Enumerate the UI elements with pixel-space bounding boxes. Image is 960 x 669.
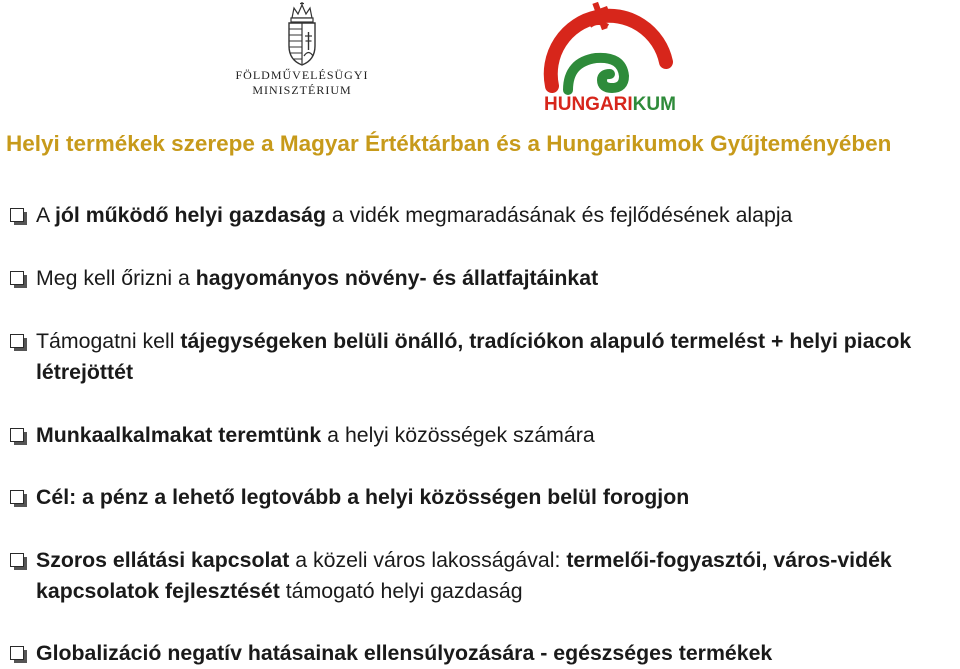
bullet-text bbox=[36, 200, 940, 231]
bullet-text-bold: tájegységeken belüli önálló, tradíciókon alapuló termelést + helyi piacok létrejöttét bbox=[36, 329, 912, 384]
bullet-text bbox=[36, 420, 940, 451]
ministry-name-line2: MINISZTÉRIUM bbox=[252, 83, 352, 97]
checkbox-bullet-icon bbox=[10, 646, 24, 660]
bullet-item-3 bbox=[10, 326, 940, 388]
bullet-item-7 bbox=[10, 638, 940, 669]
checkbox-bullet-icon bbox=[10, 428, 24, 442]
bullet-text-bold: Munkaalkalmakat teremtünk bbox=[36, 423, 322, 447]
checkbox-bullet-icon bbox=[10, 208, 24, 222]
bullet-item-4 bbox=[10, 420, 940, 451]
ministry-name-line1: FÖLDMŰVELÉSÜGYI bbox=[235, 68, 369, 82]
hungarikum-word-part1: HUNGARI bbox=[544, 94, 633, 115]
checkbox-bullet-icon bbox=[10, 334, 24, 348]
bullet-text-segment: A bbox=[36, 203, 55, 227]
bullet-text bbox=[36, 326, 940, 388]
hungarikum-wordmark bbox=[544, 94, 676, 116]
bullet-text-segment: a közeli város lakosságával: bbox=[289, 548, 567, 572]
bullet-text-bold: jól működő helyi gazdaság bbox=[54, 203, 326, 227]
bullet-text-bold: termelői-fogyasztói, város-vidék kapcsolatok fejlesztését bbox=[36, 548, 892, 603]
bullet-text bbox=[36, 263, 940, 294]
bullet-text bbox=[36, 482, 940, 513]
coat-of-arms-icon bbox=[282, 2, 322, 66]
checkbox-bullet-icon bbox=[10, 553, 24, 567]
bullet-text-segment: Meg kell őrizni a bbox=[36, 266, 196, 290]
bullet-text-bold: hagyományos növény- és állatfajtáinkat bbox=[195, 266, 599, 290]
bullet-text-segment: Támogatni kell bbox=[36, 329, 181, 353]
bullet-text-segment: támogató helyi gazdaság bbox=[279, 579, 523, 603]
bullet-text-segment: a helyi közösségek számára bbox=[321, 423, 595, 447]
ministry-name bbox=[232, 68, 372, 98]
checkbox-bullet-icon bbox=[10, 271, 24, 285]
hungarikum-word-part2: KUM bbox=[632, 94, 676, 115]
hungarikum-emblem-icon bbox=[538, 0, 688, 96]
bullet-item-6 bbox=[10, 545, 940, 607]
ministry-logo bbox=[232, 0, 372, 106]
hungarikum-logo bbox=[538, 0, 688, 120]
bullet-text-segment: a vidék megmaradásának és fejlődésének alapja bbox=[325, 203, 793, 227]
bullet-item-5 bbox=[10, 482, 940, 513]
bullet-item-1 bbox=[10, 200, 940, 231]
bullet-text bbox=[36, 545, 940, 607]
checkbox-bullet-icon bbox=[10, 490, 24, 504]
bullet-item-2 bbox=[10, 263, 940, 294]
page-title: Helyi termékek szerepe a Magyar Értéktárban és a Hungarikumok Gyűjteményében bbox=[6, 131, 892, 156]
bullet-text-bold: Szoros ellátási kapcsolat bbox=[36, 548, 290, 572]
bullet-text bbox=[36, 638, 940, 669]
bullet-text-bold: Cél: a pénz a lehető legtovább a helyi közösségen belül forogjon bbox=[36, 485, 690, 509]
bullet-text-bold: Globalizáció negatív hatásainak ellensúlyozására - egészséges termékek bbox=[36, 641, 773, 665]
